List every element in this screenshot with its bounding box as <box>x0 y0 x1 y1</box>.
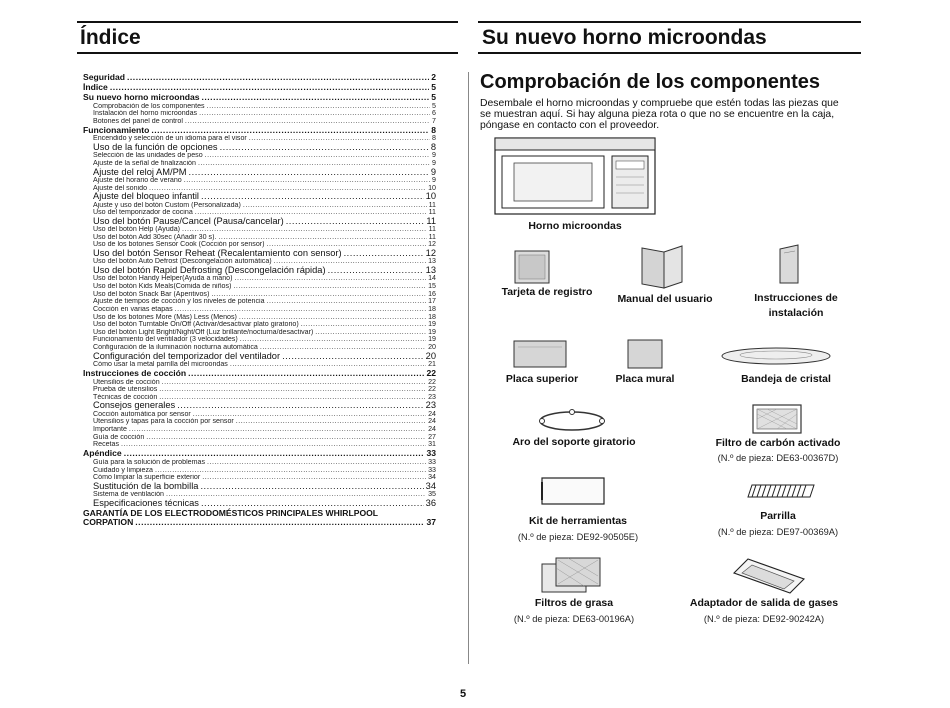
toc-entry-page: 19 <box>428 328 436 336</box>
toc-entry-title: Sistema de ventilación <box>93 491 164 499</box>
toc-warranty-line1: GARANTÍA DE LOS ELECTRODOMÉSTICOS PRINCIPALES WHIRLPOOL <box>83 508 379 519</box>
toc-entry <box>83 321 436 329</box>
toc-entry <box>83 379 436 387</box>
tool-kit-label: Kit de herramientas <box>528 515 628 527</box>
toc-leader-dots <box>218 234 426 242</box>
toc-entry <box>83 482 436 491</box>
toc-entry-page: 20 <box>425 351 436 361</box>
toc-leader-dots <box>315 329 426 337</box>
toc-entry-title: CORPATION <box>83 518 134 528</box>
toc-leader-dots <box>236 418 426 426</box>
toc-leader-dots <box>301 321 426 329</box>
toc-entry <box>83 459 436 467</box>
wall-plate-illustration <box>627 339 663 369</box>
section-title: Comprobación de los componentes <box>480 71 821 93</box>
toc-entry-title: Uso del botón Kids Meals(Comida de niños) <box>93 282 232 290</box>
toc-leader-dots <box>202 474 426 482</box>
toc-entry-page: 24 <box>428 426 436 434</box>
toc-entry-title: Utensilios y tapas para la cocción por sensor <box>93 418 234 426</box>
user-manual-illustration <box>638 244 686 290</box>
toc-entry-title: Uso del botón Add 30sec (Añadir 30 s). <box>93 233 217 241</box>
toc-leader-dots <box>159 386 426 394</box>
column-divider <box>468 72 469 664</box>
toc-entry-page: 6 <box>432 110 436 118</box>
user-manual-label: Manual del usuario <box>617 293 713 305</box>
toc-leader-dots <box>149 185 426 193</box>
toc-entry <box>83 93 436 103</box>
toc-entry <box>83 426 436 434</box>
toc-leader-dots <box>249 135 430 143</box>
toc-entry-title: Uso de los botones Sensor Cook (Cocción por sensor) <box>93 241 265 249</box>
toc-leader-dots <box>260 344 426 352</box>
toc-entry-page: 20 <box>428 344 436 352</box>
toc-entry <box>83 226 436 234</box>
toc-entry <box>83 329 436 337</box>
toc-entry-title: Instrucciones de cocción <box>83 368 187 378</box>
toc-leader-dots <box>202 93 430 103</box>
toc-entry-title: Cocción en varias etapas <box>93 305 173 313</box>
toc-entry-page: 7 <box>432 117 436 125</box>
toc-entry-page: 21 <box>428 361 436 369</box>
toc-entry-title: Uso de los botones More (Más) Less (Menos) <box>93 313 237 321</box>
toc-leader-dots <box>282 352 424 361</box>
toc-entry-title: Uso del botón Sensor Reheat (Recalentamiento con sensor) <box>93 249 342 259</box>
toc-entry-page: 12 <box>425 249 436 259</box>
toc-entry-title: Especificaciones técnicas <box>93 498 199 508</box>
toc-entry <box>83 168 436 177</box>
toc-leader-dots <box>199 110 430 118</box>
toc-entry-page: 36 <box>425 498 436 508</box>
toc-entry-page: 15 <box>428 282 436 290</box>
toc-entry-title: Funcionamiento <box>83 125 150 135</box>
toc-entry-title: Uso del botón Rapid Defrosting (Descongelación rápida) <box>93 266 326 276</box>
toc-entry-page: 8 <box>432 135 436 143</box>
toc-entry <box>83 209 436 217</box>
toc-leader-dots <box>198 160 430 168</box>
left-header-title: Índice <box>80 26 141 49</box>
toc-entry-title: Uso de la función de opciones <box>93 143 218 153</box>
toc-entry-title: Cómo usar la metal parrilla del microondas <box>93 361 228 369</box>
toc-entry-title: Prueba de utensilios <box>93 386 158 394</box>
toc-entry <box>83 434 436 442</box>
top-plate-label: Placa superior <box>505 373 579 385</box>
toc-entry <box>83 258 436 266</box>
toc-leader-dots <box>110 83 429 93</box>
toc-entry <box>83 217 436 226</box>
toc-entry <box>83 352 436 361</box>
toc-entry <box>83 83 436 93</box>
toc-warranty-line2 <box>83 518 436 528</box>
microwave-illustration <box>494 137 656 217</box>
toc-entry-title: Uso del botón Turntable On/Off (Activar/desactivar plato giratorio) <box>93 321 299 329</box>
toc-entry <box>83 241 436 249</box>
toc-entry <box>83 449 436 459</box>
glass-tray-label: Bandeja de cristal <box>741 373 831 385</box>
toc-entry-page: 34 <box>425 481 436 491</box>
exhaust-adapter-illustration <box>732 553 806 597</box>
toc-entry <box>83 143 436 152</box>
toc-leader-dots <box>201 499 424 508</box>
toc-entry-title: Cocción automática por sensor <box>93 410 191 418</box>
toc-entry-page: 9 <box>432 152 436 160</box>
toc-entry-title: Técnicas de cocción <box>93 393 158 401</box>
toc-entry <box>83 306 436 314</box>
toc-entry-title: Ajuste del bloqueo infantil <box>93 192 199 202</box>
toc-leader-dots <box>240 336 426 344</box>
toc-leader-dots <box>211 291 426 299</box>
intro-text: Desembale el horno microondas y compruebe que estén todas las piezas que se muestran aquí. Si hay alguna pieza rota o que no se encuentre en la caja, póngase en contacto con el proveedor. <box>480 98 839 132</box>
toc-entry-title: Funcionamiento del ventilador (3 velocidades) <box>93 336 238 344</box>
toc-entry-title: Uso del botón Light Bright/Night/Off (Luz brillante/nocturna/desactivar) <box>93 328 314 336</box>
toc-leader-dots <box>328 266 424 275</box>
toc-leader-dots <box>162 379 426 387</box>
toc-entry-title: Uso del botón Help (Ayuda) <box>93 226 181 234</box>
charcoal-filter-part-number: (N.º de pieza: DE63-00367D) <box>717 453 839 463</box>
toc-leader-dots <box>344 249 424 258</box>
toc-entry-title: Sustitución de la bombilla <box>93 481 199 491</box>
toc-leader-dots <box>267 241 427 249</box>
toc-entry <box>83 369 436 379</box>
toc-entry-page: 34 <box>428 474 436 482</box>
toc-entry <box>83 202 436 210</box>
toc-entry <box>83 126 436 136</box>
toc-entry-title: Índice <box>83 82 108 92</box>
toc-leader-dots <box>274 258 426 266</box>
wall-plate-label: Placa mural <box>615 373 675 385</box>
toc-leader-dots <box>234 275 426 283</box>
toc-entry <box>83 185 436 193</box>
turntable-ring-illustration <box>536 408 608 434</box>
toc-entry <box>83 160 436 168</box>
toc-entry <box>83 411 436 419</box>
toc-entry-page: 11 <box>428 226 436 234</box>
toc-entry <box>83 499 436 508</box>
toc-entry-title: Comprobación de los componentes <box>93 102 205 110</box>
toc-entry-page: 9 <box>432 160 436 168</box>
table-of-contents <box>83 73 436 528</box>
toc-entry <box>83 401 436 410</box>
charcoal-filter-label: Filtro de carbón activado <box>715 437 841 449</box>
toc-entry-page: 5 <box>431 82 436 92</box>
toc-leader-dots <box>233 283 426 291</box>
toc-entry-page: 11 <box>426 216 436 226</box>
toc-entry-title: Uso del botón Auto Defrost (Descongelación automática) <box>93 258 272 266</box>
toc-entry <box>83 344 436 352</box>
toc-entry-title: Guía de cocción <box>93 433 145 441</box>
toc-entry <box>83 275 436 283</box>
toc-leader-dots <box>121 441 426 449</box>
tool-kit-illustration <box>539 476 607 506</box>
toc-entry <box>83 249 436 258</box>
toc-leader-dots <box>207 103 430 111</box>
toc-entry <box>83 234 436 242</box>
toc-entry-title: Selección de las unidades de peso <box>93 152 203 160</box>
turntable-ring-label: Aro del soporte giratorio <box>512 436 636 448</box>
left-header-top-rule <box>77 21 458 23</box>
toc-leader-dots <box>185 118 430 126</box>
toc-entry <box>83 418 436 426</box>
toc-entry-page: 35 <box>428 491 436 499</box>
toc-entry-page: 23 <box>428 393 436 401</box>
toc-entry-page: 22 <box>426 368 436 378</box>
toc-leader-dots <box>127 73 429 83</box>
page-number: 5 <box>460 688 467 700</box>
toc-entry <box>83 336 436 344</box>
right-header-title: Su nuevo horno microondas <box>482 26 767 49</box>
toc-entry-page: 11 <box>428 233 436 241</box>
toc-entry-title: Ajuste de la señal de finalización <box>93 160 196 168</box>
toc-entry-page: 23 <box>425 401 436 411</box>
toc-leader-dots <box>188 369 424 379</box>
toc-entry-page: 8 <box>431 125 436 135</box>
grease-filters-part-number: (N.º de pieza: DE63-00196A) <box>513 614 635 624</box>
toc-entry-title: Uso del temporizador de cocina <box>93 209 193 217</box>
toc-entry <box>83 291 436 299</box>
toc-entry-page: 9 <box>430 167 436 177</box>
toc-leader-dots <box>200 482 423 491</box>
toc-leader-dots <box>166 491 426 499</box>
toc-entry-page: 19 <box>428 321 436 329</box>
toc-entry <box>83 361 436 369</box>
toc-entry-title: Su nuevo horno microondas <box>83 92 200 102</box>
toc-leader-dots <box>135 518 424 528</box>
top-plate-illustration <box>512 339 568 369</box>
toc-entry <box>83 266 436 275</box>
registration-card-illustration <box>514 250 550 284</box>
charcoal-filter-illustration <box>752 404 802 434</box>
toc-leader-dots <box>184 177 430 185</box>
install-instructions-illustration <box>778 243 800 285</box>
toc-entry <box>83 491 436 499</box>
toc-entry-title: Guía para la solución de problemas <box>93 458 205 466</box>
toc-leader-dots <box>182 226 427 234</box>
toc-leader-dots <box>195 209 427 217</box>
toc-leader-dots <box>193 411 426 419</box>
toc-entry-title: Instalación del horno microondas <box>93 110 198 118</box>
toc-leader-dots <box>151 126 429 136</box>
toc-leader-dots <box>175 306 426 314</box>
toc-entry-title: Ajuste de tiempos de cocción y los niveles de potencia <box>93 298 265 306</box>
toc-entry-page: 11 <box>428 201 436 209</box>
toc-entry-title: Seguridad <box>83 73 126 82</box>
toc-entry <box>83 467 436 475</box>
toc-leader-dots <box>286 217 425 226</box>
toc-leader-dots <box>207 459 426 467</box>
toc-entry <box>83 73 436 83</box>
toc-entry <box>83 298 436 306</box>
toc-entry-title: Configuración de la iluminación nocturna automática <box>93 344 258 352</box>
toc-entry-title: Recetas <box>93 441 120 449</box>
rack-illustration <box>746 484 816 498</box>
toc-entry-page: 16 <box>428 290 436 298</box>
toc-entry-title: Ajuste del reloj AM/PM <box>93 167 187 177</box>
toc-entry-title: Ajuste del sonido <box>93 184 148 192</box>
toc-leader-dots <box>205 152 430 160</box>
microwave-label: Horno microondas <box>528 220 622 232</box>
toc-entry-page: 19 <box>428 336 436 344</box>
toc-entry-page: 13 <box>425 266 436 276</box>
toc-entry-title: Uso del botón Snack Bar (Aperitivos) <box>93 290 210 298</box>
toc-entry-title: Ajuste y uso del botón Custom (Personalizada) <box>93 201 241 209</box>
toc-entry-page: 33 <box>428 458 436 466</box>
toc-entry <box>83 386 436 394</box>
toc-entry-page: 11 <box>428 209 436 217</box>
toc-entry-page: 5 <box>432 102 436 110</box>
toc-entry-title: Uso del botón Pause/Cancel (Pausa/cancelar) <box>93 216 284 226</box>
toc-entry-title: Ajuste del horario de verano <box>93 177 182 184</box>
toc-entry-page: 10 <box>425 192 436 202</box>
exhaust-adapter-part-number: (N.º de pieza: DE92-90242A) <box>703 614 825 624</box>
toc-entry-page: 22 <box>428 386 436 394</box>
right-header-bottom-rule <box>478 52 861 54</box>
toc-entry-page: 17 <box>428 298 436 306</box>
toc-leader-dots <box>124 449 425 459</box>
glass-tray-illustration <box>720 344 832 368</box>
toc-entry-page: 5 <box>431 92 436 102</box>
toc-leader-dots <box>146 434 426 442</box>
toc-entry-page: 31 <box>428 441 436 449</box>
rack-part-number: (N.º de pieza: DE97-00369A) <box>717 527 839 537</box>
right-header-top-rule <box>478 21 861 23</box>
toc-entry-title: Importante <box>93 426 127 434</box>
toc-leader-dots <box>220 143 429 152</box>
left-header-bottom-rule <box>77 52 458 54</box>
toc-entry-page: 13 <box>428 258 436 266</box>
toc-entry-page: 9 <box>432 177 436 184</box>
toc-entry-page: 12 <box>428 241 436 249</box>
install-instructions-label: Instrucciones de instalación <box>754 292 838 319</box>
toc-entry-title: Botones del panel de control <box>93 117 183 125</box>
toc-entry-title: Consejos generales <box>93 401 176 411</box>
toc-entry <box>83 103 436 111</box>
toc-leader-dots <box>189 168 429 177</box>
toc-entry-page: 24 <box>428 418 436 426</box>
toc-entry-title: Utensilios de cocción <box>93 378 160 386</box>
toc-entry-title: Cómo limpiar la superficie exterior <box>93 474 201 482</box>
toc-entry <box>83 118 436 126</box>
toc-entry-page: 14 <box>428 275 436 283</box>
toc-entry <box>83 441 436 449</box>
toc-entry-page: 18 <box>428 305 436 313</box>
toc-entry-page: 33 <box>428 466 436 474</box>
toc-leader-dots <box>243 202 427 210</box>
rack-label: Parrilla <box>760 510 796 522</box>
toc-entry <box>83 135 436 143</box>
grease-filters-label: Filtros de grasa <box>534 597 614 609</box>
toc-leader-dots <box>239 314 426 322</box>
toc-entry-title: Configuración del temporizador del ventilador <box>93 351 281 361</box>
toc-entry-title: Apéndice <box>83 448 122 458</box>
toc-entry <box>83 110 436 118</box>
tool-kit-part-number: (N.º de pieza: DE92-90505E) <box>517 532 639 542</box>
toc-entry-page: 22 <box>428 378 436 386</box>
exhaust-adapter-label: Adaptador de salida de gases <box>689 597 839 609</box>
toc-leader-dots <box>129 426 426 434</box>
toc-entry-page: 27 <box>428 433 436 441</box>
toc-entry <box>83 192 436 201</box>
toc-entry <box>83 474 436 482</box>
registration-card-label: Tarjeta de registro <box>501 286 593 298</box>
toc-entry <box>83 283 436 291</box>
toc-entry-title: Uso del botón Handy Helper(Ayuda a mano) <box>93 275 233 283</box>
toc-leader-dots <box>267 298 427 306</box>
toc-entry-page: 10 <box>428 184 436 192</box>
toc-entry-page: 8 <box>430 143 436 153</box>
toc-entry-page: 18 <box>428 313 436 321</box>
toc-entry-page: 2 <box>431 73 436 82</box>
toc-entry <box>83 177 436 185</box>
toc-leader-dots <box>201 192 424 201</box>
toc-entry <box>83 152 436 160</box>
toc-entry-title: Cuidado y limpieza <box>93 466 153 474</box>
toc-entry-title: Encendido y selección de un idioma para el visor <box>93 135 247 143</box>
toc-entry-page: 33 <box>426 448 436 458</box>
toc-leader-dots <box>159 394 426 402</box>
toc-entry-page: 37 <box>426 518 436 528</box>
toc-entry <box>83 394 436 402</box>
toc-entry <box>83 314 436 322</box>
toc-leader-dots <box>155 467 426 475</box>
toc-leader-dots <box>230 361 426 369</box>
toc-entry-page: 24 <box>428 410 436 418</box>
toc-leader-dots <box>177 401 423 410</box>
grease-filters-illustration <box>540 556 604 594</box>
